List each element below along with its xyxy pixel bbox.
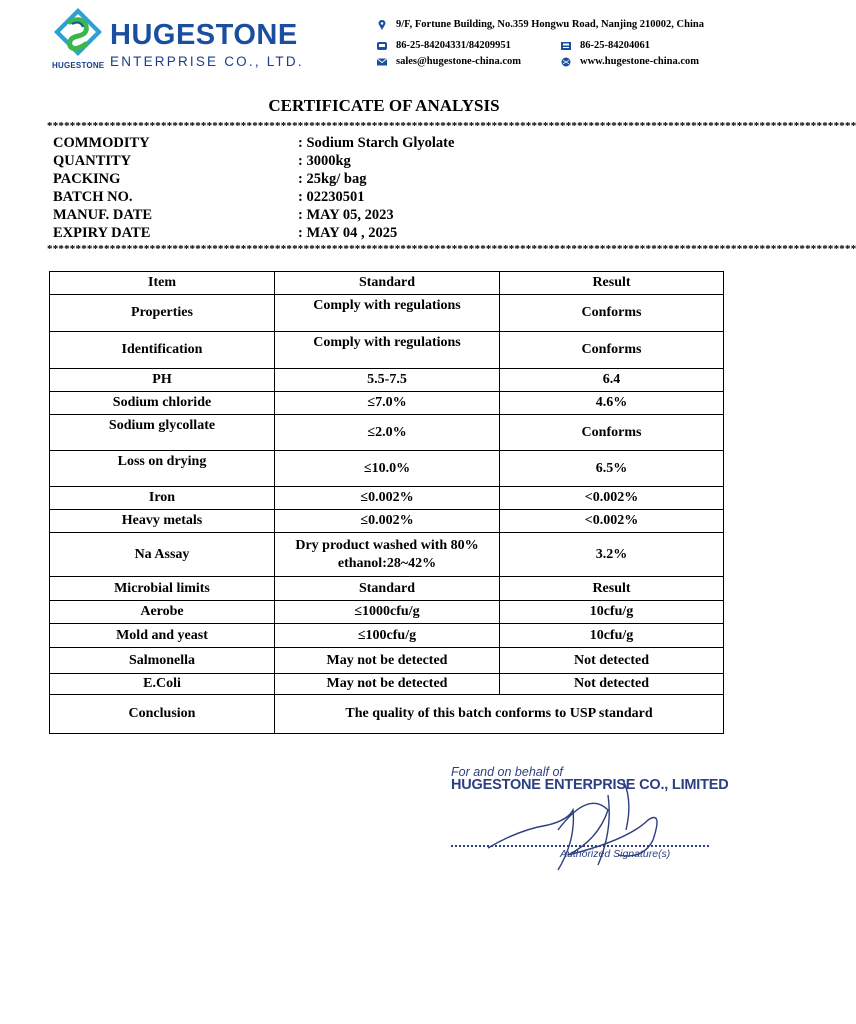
item-cell: Sodium chloride <box>50 392 275 415</box>
result-cell: <0.002% <box>500 510 724 533</box>
contact-address <box>376 19 704 30</box>
logo-small-text: HUGESTONE <box>52 61 105 70</box>
header-cell: Item <box>50 272 275 295</box>
conclusion-label: Conclusion <box>50 695 275 734</box>
info-value: : 25kg/ bag <box>298 171 367 187</box>
conclusion-text: The quality of this batch conforms to USP standard <box>275 695 724 734</box>
globe-icon <box>560 57 572 67</box>
standard-cell: ≤0.002% <box>275 510 500 533</box>
standard-cell: May not be detected <box>275 674 500 695</box>
table-row <box>50 577 724 601</box>
table-header-row <box>50 272 724 295</box>
email-icon <box>376 57 388 67</box>
result-cell: Conforms <box>500 332 724 369</box>
result-cell: 3.2% <box>500 533 724 577</box>
info-value: : Sodium Starch Glyolate <box>298 135 455 151</box>
item-cell: Salmonella <box>50 648 275 674</box>
table-row <box>50 510 724 533</box>
standard-cell: ≤0.002% <box>275 487 500 510</box>
phone-text: 86-25-84204331/84209951 <box>396 40 511 51</box>
info-label: COMMODITY <box>53 135 150 151</box>
standard-text-line1: Dry product washed with 80% <box>295 537 479 553</box>
contact-website <box>560 56 699 67</box>
item-cell <box>50 415 275 451</box>
info-row-quantity <box>53 152 653 170</box>
item-cell: Iron <box>50 487 275 510</box>
phone-icon <box>376 41 388 51</box>
item-cell: Microbial limits <box>50 577 275 601</box>
standard-cell: 5.5-7.5 <box>275 369 500 392</box>
table-row <box>50 369 724 392</box>
website-text: www.hugestone-china.com <box>580 56 700 67</box>
item-cell: E.Coli <box>50 674 275 695</box>
standard-cell <box>275 332 500 369</box>
table-row <box>50 648 724 674</box>
table-row <box>50 332 724 369</box>
info-value: : 02230501 <box>298 189 365 205</box>
info-label: EXPIRY DATE <box>53 225 151 241</box>
contact-email <box>376 56 521 67</box>
info-row-packing <box>53 170 653 188</box>
standard-cell <box>275 295 500 332</box>
result-cell: Conforms <box>500 415 724 451</box>
standard-text: Comply with regulations <box>313 298 461 313</box>
contact-phone <box>376 40 511 51</box>
table-row <box>50 674 724 695</box>
item-cell: Heavy metals <box>50 510 275 533</box>
info-row-expiry-date <box>53 224 653 242</box>
table-row <box>50 533 724 577</box>
standard-cell: May not be detected <box>275 648 500 674</box>
info-label: MANUF. DATE <box>53 207 153 223</box>
hugestone-logo-icon <box>52 6 104 58</box>
brand-subtitle: ENTERPRISE CO., LTD. <box>110 54 304 69</box>
table-row <box>50 624 724 648</box>
result-cell: 10cfu/g <box>500 624 724 648</box>
header-cell: Standard <box>275 272 500 295</box>
conclusion-row <box>50 695 724 734</box>
fax-text: 86-25-84204061 <box>580 40 650 51</box>
table-row <box>50 601 724 624</box>
item-cell: Identification <box>50 332 275 369</box>
address-text: 9/F, Fortune Building, No.359 Hongwu Road, Nanjing 210002, China <box>396 19 704 30</box>
item-cell: PH <box>50 369 275 392</box>
analysis-table <box>49 271 724 734</box>
standard-cell: ≤2.0% <box>275 415 500 451</box>
standard-text-line2: ethanol:28~42% <box>337 555 437 571</box>
authorized-signature-label: Authorized Signature(s) <box>560 848 671 860</box>
standard-cell <box>275 533 500 577</box>
signature-company: HUGESTONE ENTERPRISE CO., LIMITED <box>451 777 729 793</box>
document-title: CERTIFICATE OF ANALYSIS <box>268 96 500 115</box>
location-pin-icon <box>376 20 388 30</box>
header-cell: Result <box>500 272 724 295</box>
signature-on-behalf: For and on behalf of <box>451 765 563 779</box>
table-row <box>50 392 724 415</box>
result-cell: Result <box>500 577 724 601</box>
item-cell: Properties <box>50 295 275 332</box>
standard-cell: ≤1000cfu/g <box>275 601 500 624</box>
star-divider-bottom: ********************************************************************************************************************************************** <box>47 243 856 255</box>
info-label: BATCH NO. <box>53 189 133 205</box>
info-value: : MAY 05, 2023 <box>298 207 394 223</box>
standard-cell: ≤100cfu/g <box>275 624 500 648</box>
result-cell: 4.6% <box>500 392 724 415</box>
result-cell: Not detected <box>500 674 724 695</box>
company-logo <box>52 6 322 70</box>
info-row-batch <box>53 188 653 206</box>
result-cell: <0.002% <box>500 487 724 510</box>
result-cell: 10cfu/g <box>500 601 724 624</box>
info-row-manuf-date <box>53 206 653 224</box>
table-row <box>50 487 724 510</box>
signature-line <box>451 845 709 847</box>
item-cell <box>50 451 275 487</box>
info-label: PACKING <box>53 171 121 187</box>
standard-cell: Standard <box>275 577 500 601</box>
info-row-commodity <box>53 134 653 152</box>
table-row <box>50 415 724 451</box>
info-label: QUANTITY <box>53 153 132 169</box>
contact-fax <box>560 40 650 51</box>
standard-text: Comply with regulations <box>313 335 461 350</box>
result-cell: Not detected <box>500 648 724 674</box>
result-cell: 6.5% <box>500 451 724 487</box>
table-row <box>50 451 724 487</box>
commodity-info <box>53 134 653 242</box>
table-row <box>50 295 724 332</box>
result-cell: Conforms <box>500 295 724 332</box>
item-cell: Aerobe <box>50 601 275 624</box>
standard-cell: ≤7.0% <box>275 392 500 415</box>
standard-cell: ≤10.0% <box>275 451 500 487</box>
brand-name: HUGESTONE <box>110 19 298 51</box>
item-text: Sodium glycollate <box>108 417 216 433</box>
info-value: : 3000kg <box>298 153 351 169</box>
item-text: Loss on drying <box>117 453 207 469</box>
fax-icon <box>560 41 572 51</box>
handwritten-signature-icon <box>448 770 718 880</box>
email-text: sales@hugestone-china.com <box>396 56 521 67</box>
item-cell: Mold and yeast <box>50 624 275 648</box>
info-value: : MAY 04 , 2025 <box>298 225 398 241</box>
item-cell: Na Assay <box>50 533 275 577</box>
star-divider-top: ********************************************************************************************************************************************** <box>47 120 856 132</box>
result-cell: 6.4 <box>500 369 724 392</box>
